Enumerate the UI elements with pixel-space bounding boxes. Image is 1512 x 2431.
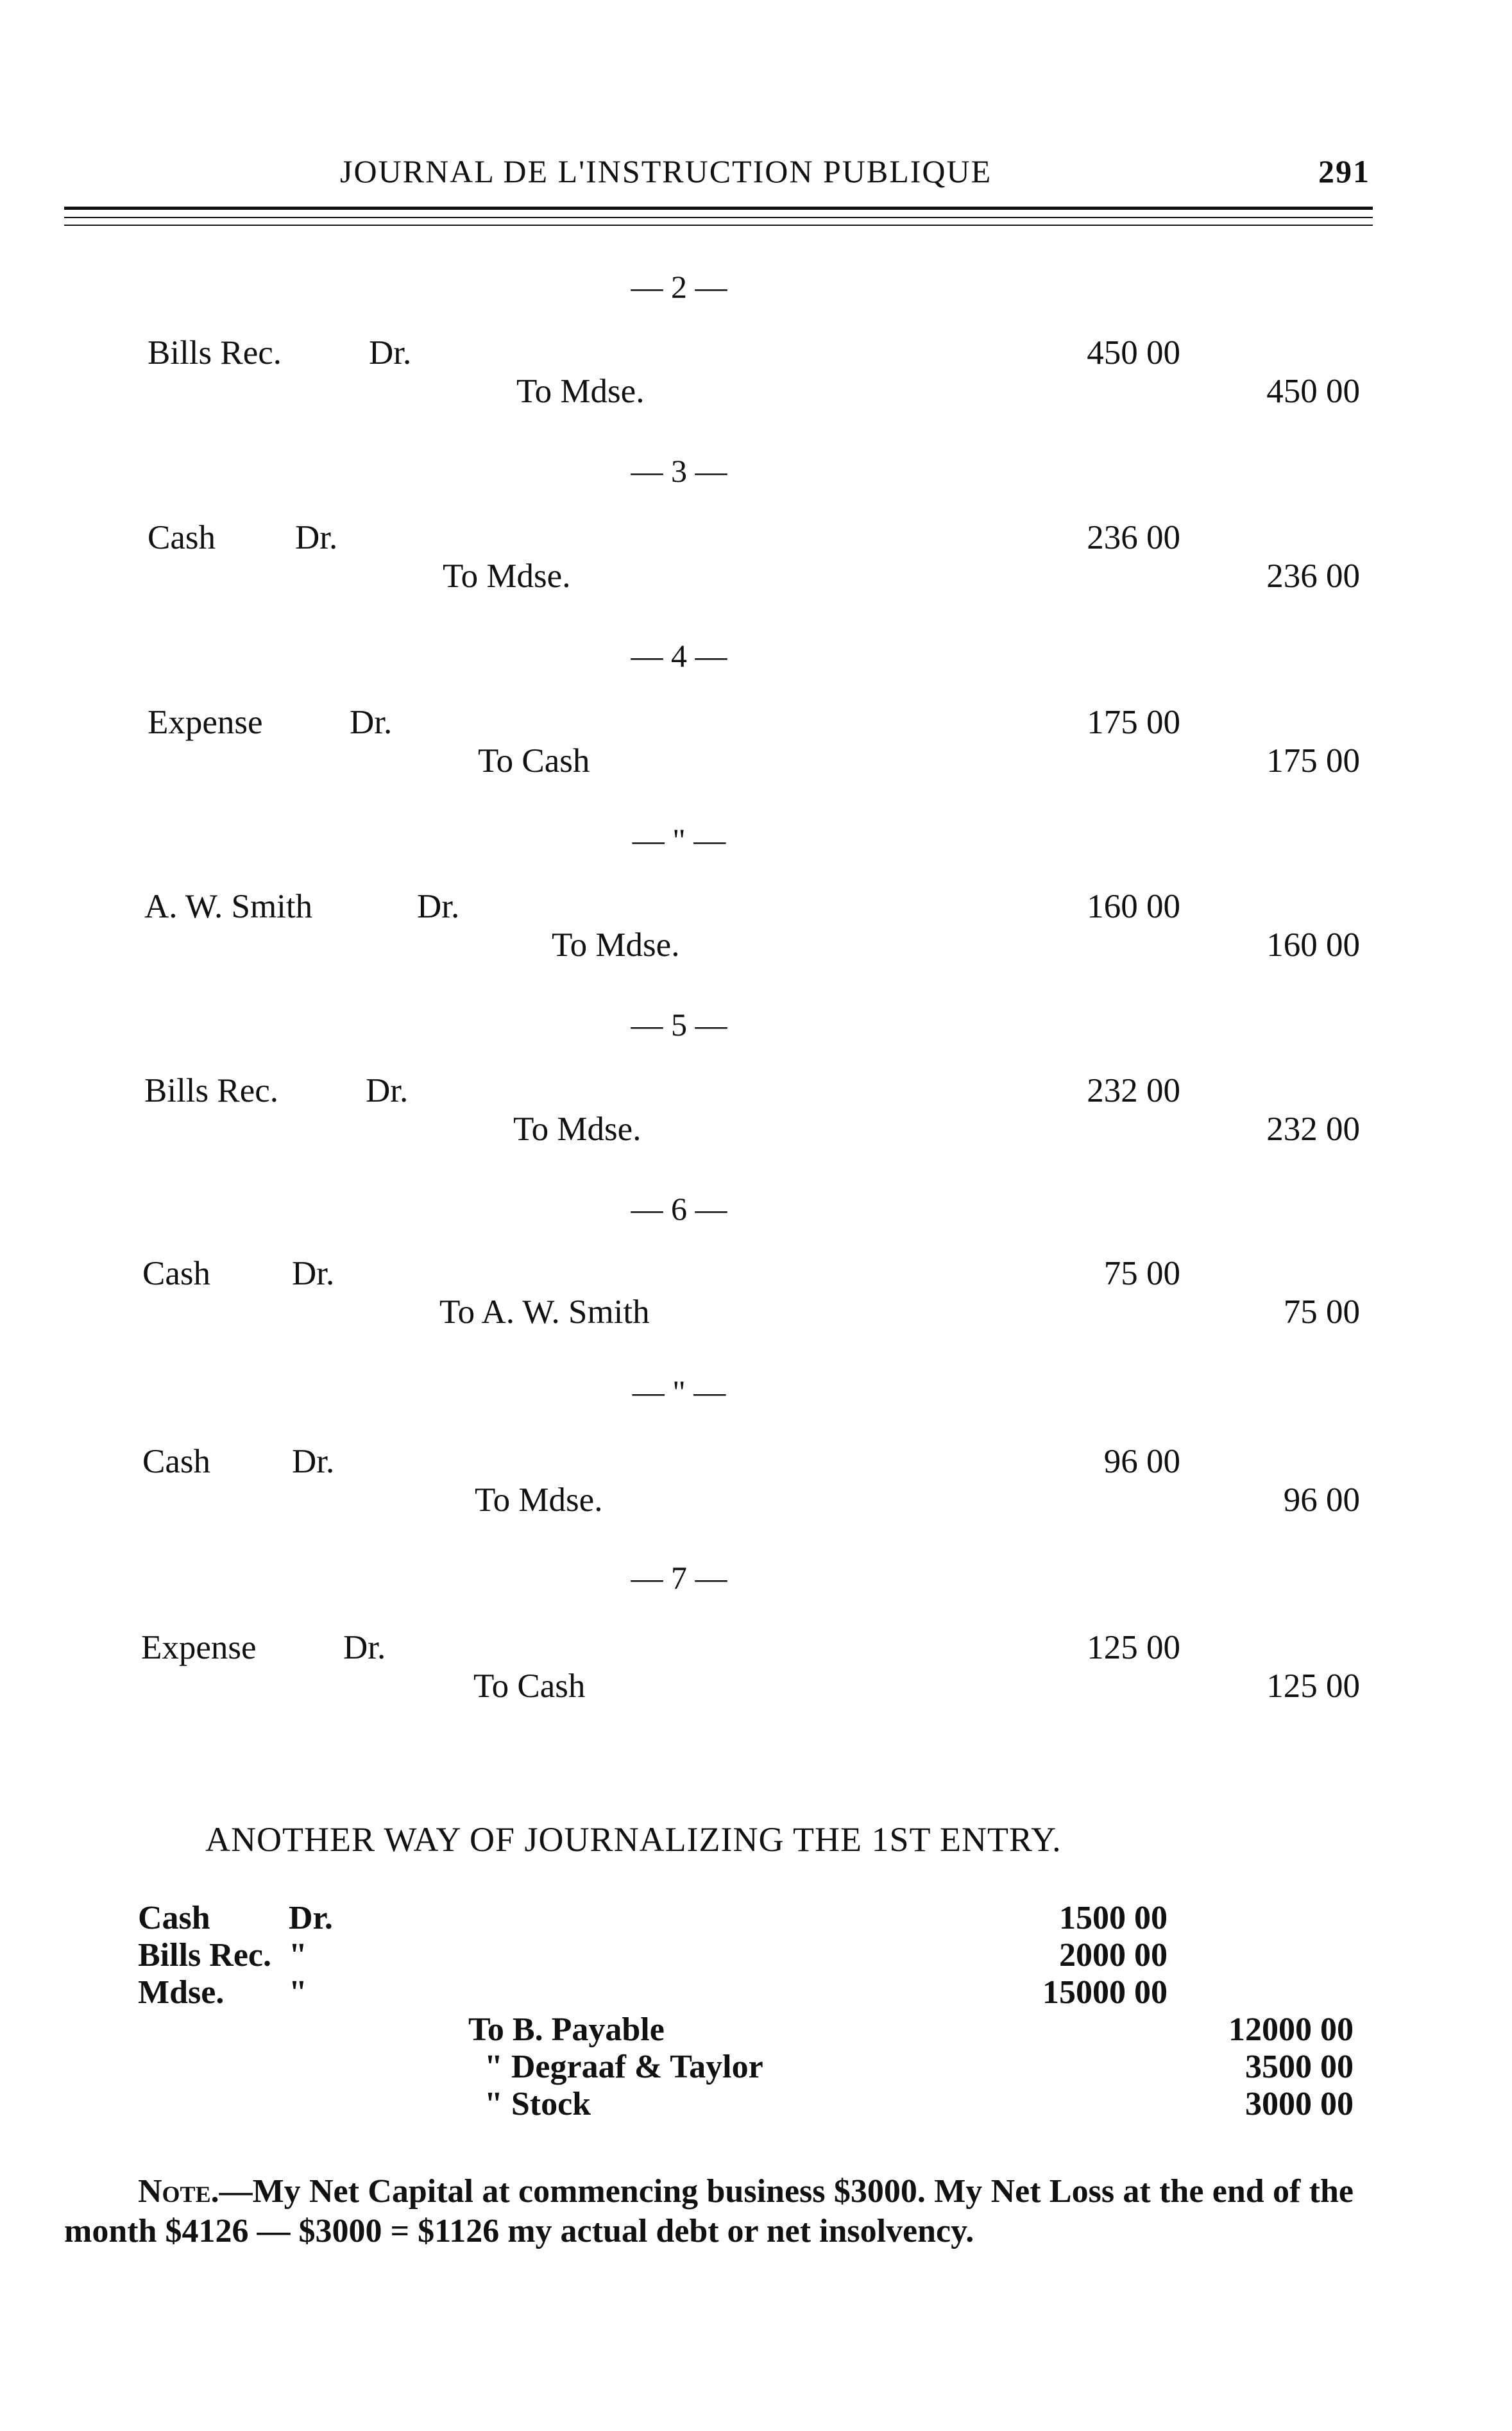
alt-credit-account: " Stock <box>484 2086 591 2122</box>
entry-date: — " — <box>632 822 726 858</box>
entry-date: — 6 — <box>631 1191 727 1227</box>
note-text: —My Net Capital at commencing business $3000. My Net Loss at the end of the month $4126 — $3000 = $1126 my actual debt or net insolvency. <box>64 2173 1354 2249</box>
debit-amount: 175 00 <box>1087 704 1180 741</box>
alt-debit-mark: " <box>289 1937 307 1974</box>
debit-account: Cash <box>148 519 216 556</box>
debit-mark: Dr. <box>295 519 338 556</box>
credit-account: To Mdse. <box>552 926 680 964</box>
header-rule-thin <box>64 217 1373 218</box>
debit-account: Bills Rec. <box>148 334 282 371</box>
journal-entry <box>0 887 1512 1003</box>
credit-amount: 96 00 <box>1283 1481 1360 1519</box>
alt-debit-account: Cash <box>138 1900 210 1936</box>
entry-date: — 7 — <box>631 1560 727 1596</box>
page-number: 291 <box>1318 153 1370 189</box>
note-label: Note. <box>138 2173 219 2210</box>
debit-account: Cash <box>142 1255 210 1292</box>
credit-amount: 160 00 <box>1266 926 1360 964</box>
debit-amount: 96 00 <box>1103 1443 1180 1480</box>
journal-entry <box>0 1628 1512 1744</box>
alt-debit-account: Bills Rec. <box>138 1937 271 1974</box>
entry-date: — 4 — <box>631 638 727 674</box>
alt-debit-mark: " <box>289 1974 307 2011</box>
debit-mark: Dr. <box>369 334 412 371</box>
debit-mark: Dr. <box>417 888 460 925</box>
section-title: ANOTHER WAY OF JOURNALIZING THE 1ST ENTRY. <box>205 1820 1062 1859</box>
alt-credit-amount: 3500 00 <box>1245 2049 1354 2085</box>
debit-amount: 236 00 <box>1087 519 1180 556</box>
debit-account: Bills Rec. <box>144 1072 279 1109</box>
header-rule-thick <box>64 207 1373 210</box>
debit-amount: 450 00 <box>1087 334 1180 371</box>
credit-amount: 232 00 <box>1266 1111 1360 1148</box>
credit-account: To Mdse. <box>443 558 571 595</box>
credit-account: To Mdse. <box>475 1481 603 1519</box>
journal-entry <box>0 518 1512 634</box>
debit-amount: 160 00 <box>1087 888 1180 925</box>
credit-account: To Cash <box>473 1668 586 1705</box>
credit-account: To Mdse. <box>516 373 645 410</box>
credit-amount: 175 00 <box>1266 742 1360 780</box>
entry-date: — 2 — <box>631 269 727 305</box>
alt-debit-amount: 2000 00 <box>1059 1937 1168 1974</box>
alt-debit-account: Mdse. <box>138 1974 225 2011</box>
journal-entry <box>0 1442 1512 1558</box>
debit-amount: 75 00 <box>1103 1255 1180 1292</box>
journal-entry <box>0 1254 1512 1370</box>
credit-amount: 236 00 <box>1266 558 1360 595</box>
journal-entry <box>0 1071 1512 1187</box>
debit-account: Expense <box>148 704 263 741</box>
credit-amount: 125 00 <box>1266 1668 1360 1705</box>
entry-date: — " — <box>632 1374 726 1410</box>
credit-amount: 450 00 <box>1266 373 1360 410</box>
credit-account: To Mdse. <box>513 1111 641 1148</box>
entry-date: — 5 — <box>631 1007 727 1043</box>
header-rule-thin-lower <box>64 225 1373 226</box>
entry-date: — 3 — <box>631 453 727 489</box>
alt-credit-account: " Degraaf & Taylor <box>484 2049 763 2085</box>
credit-account: To A. W. Smith <box>439 1293 650 1331</box>
journal-entry <box>0 334 1512 449</box>
debit-amount: 232 00 <box>1087 1072 1180 1109</box>
alt-credit-amount: 3000 00 <box>1245 2086 1354 2122</box>
debit-amount: 125 00 <box>1087 1629 1180 1666</box>
alt-credit-amount: 12000 00 <box>1228 2011 1354 2048</box>
credit-account: To Cash <box>478 742 590 780</box>
debit-mark: Dr. <box>343 1629 386 1666</box>
running-head: JOURNAL DE L'INSTRUCTION PUBLIQUE <box>340 153 992 189</box>
debit-account: A. W. Smith <box>144 888 313 925</box>
alt-debit-amount: 15000 00 <box>1042 1974 1168 2011</box>
alt-debit-mark: Dr. <box>289 1900 333 1936</box>
debit-account: Expense <box>141 1629 257 1666</box>
journal-entry <box>0 703 1512 819</box>
debit-mark: Dr. <box>350 704 393 741</box>
debit-mark: Dr. <box>292 1255 335 1292</box>
debit-mark: Dr. <box>292 1443 335 1480</box>
alt-debit-amount: 1500 00 <box>1059 1900 1168 1936</box>
debit-account: Cash <box>142 1443 210 1480</box>
debit-mark: Dr. <box>366 1072 409 1109</box>
credit-amount: 75 00 <box>1283 1293 1360 1331</box>
note-paragraph <box>64 2172 1354 2251</box>
alt-credit-account: To B. Payable <box>468 2011 665 2048</box>
